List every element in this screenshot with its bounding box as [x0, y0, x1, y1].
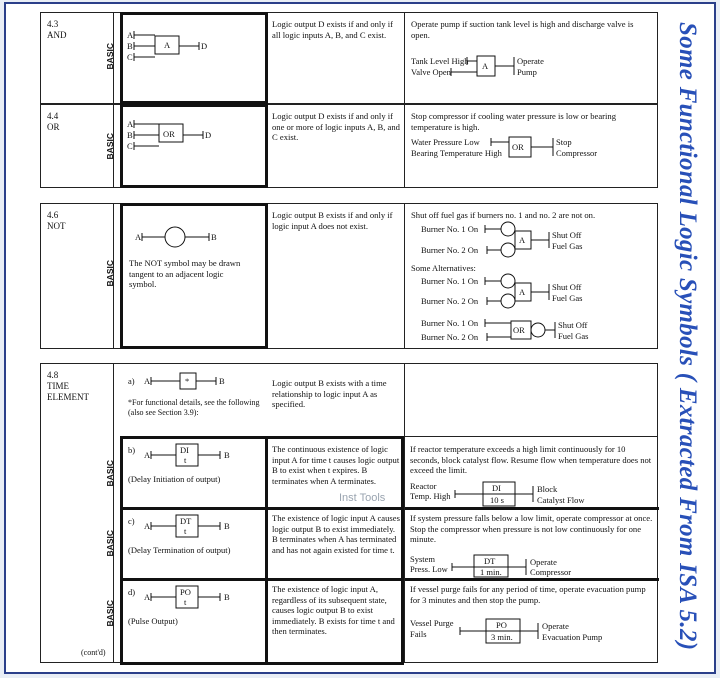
time-symbol: PO [180, 587, 191, 597]
time-a-note: *For functional details, see the following (also see Section 3.9): [128, 398, 260, 417]
section-name: TIME ELEMENT [47, 381, 89, 402]
example-output-1: Operate [530, 557, 557, 567]
or-example-diagram [405, 105, 655, 183]
input-a: A [144, 592, 151, 602]
example-symbol-or: OR [513, 325, 525, 335]
example-symbol-a: A [519, 235, 526, 245]
input-a: A [144, 521, 151, 531]
burner-1-label: Burner No. 1 On [421, 224, 479, 234]
section-number: 4.6 [47, 210, 59, 220]
example-output-1: Block [537, 484, 558, 494]
example-output-2: Evacuation Pump [542, 632, 603, 642]
time-b-caption: (Delay Initiation of output) [128, 474, 221, 484]
section-name: AND [47, 30, 67, 40]
example-input-2: Valve Open [411, 67, 451, 77]
time-symbol: DT [180, 516, 192, 526]
time-b-definition: The continuous existence of logic input A for time t causes logic output B to exist when t expires. B terminates when A terminates. [272, 444, 400, 486]
example-output-1: Stop [556, 137, 572, 147]
basic-label: BASIC [105, 600, 115, 627]
time-t: t [184, 597, 187, 607]
or-section [40, 104, 658, 188]
example-column [404, 13, 657, 103]
time-d-definition: The existence of logic input A, regardless of its subsequent state, causes logic output B to exist immediately. B exists for time t and then terminates. [272, 584, 395, 636]
output-b: B [224, 521, 230, 531]
or-example: Stop compressor if cooling water pressure is low or bearing temperature is high. [411, 111, 617, 132]
divider [404, 364, 405, 436]
example-output-2: Compressor [556, 148, 598, 158]
example-output-2: Catalyst Flow [537, 495, 585, 505]
and-symbol-diagram [123, 15, 265, 101]
output-2: Fuel Gas [552, 293, 583, 303]
not-section [40, 203, 658, 349]
burner-1-label: Burner No. 1 On [421, 318, 479, 328]
example-symbol: OR [512, 142, 524, 152]
time-symbol: * [185, 376, 190, 386]
example-output-1: Operate [542, 621, 569, 631]
output-1: Shut Off [558, 320, 588, 330]
basic-label: BASIC [105, 260, 115, 287]
time-d-caption: (Pulse Output) [128, 616, 178, 626]
not-example: Shut off fuel gas if burners no. 1 and no. 2 are not on. [411, 210, 596, 220]
not-definition: Logic output B exists if and only if logic input A does not exist. [272, 210, 393, 231]
output-1: Shut Off [552, 282, 582, 292]
input-b: B [127, 130, 133, 140]
burner-2-label: Burner No. 2 On [421, 296, 479, 306]
example-symbol: A [482, 61, 489, 71]
input-a: A [127, 119, 134, 129]
number-column [41, 204, 114, 348]
row-label: d) [128, 587, 136, 597]
not-example-diagram [405, 204, 655, 344]
input-a: A [144, 450, 151, 460]
section-number: 4.8 [47, 370, 59, 380]
example-input-2: Temp. High [410, 491, 451, 501]
output-b: B [224, 450, 230, 460]
number-column [41, 364, 114, 662]
output-b: B [211, 232, 217, 242]
output-b: B [219, 376, 225, 386]
example-time: 10 s [490, 495, 504, 505]
watermark: Inst Tools [339, 492, 386, 504]
number-column [41, 105, 114, 187]
time-row-c [120, 507, 659, 578]
time-row-b [120, 436, 659, 507]
example-input-1: Tank Level High [411, 56, 469, 66]
basic-label: BASIC [105, 43, 115, 70]
definition-column [268, 13, 402, 103]
time-row-a [120, 364, 659, 436]
and-example-diagram [405, 13, 655, 99]
section-name: NOT [47, 221, 66, 231]
not-symbol-box [120, 203, 268, 349]
time-a-definition: Logic output B exists with a time relationship to logic input A as specified. [272, 378, 387, 409]
or-symbol-diagram [123, 107, 265, 185]
input-c: C [127, 141, 133, 151]
row-label: b) [128, 445, 136, 455]
definition-column [268, 105, 402, 187]
example-output-1: Operate [517, 56, 544, 66]
example-input-2: Bearing Temperature High [411, 148, 502, 158]
burner-2-label: Burner No. 2 On [421, 332, 479, 342]
or-symbol-box [120, 104, 268, 188]
basic-label: BASIC [105, 133, 115, 160]
time-d-example: If vessel purge fails for any period of time, operate evacuation pump for 3 minutes and then stop the pump. [410, 584, 646, 605]
example-input-1: Reactor [410, 481, 437, 491]
example-column [404, 204, 657, 348]
or-symbol: OR [163, 129, 175, 139]
time-c-example: If system pressure falls below a low limit, operate compressor at once. Stop the compressor when pressure is not low continuously for one minute. [410, 513, 653, 544]
continued-label: (cont'd) [81, 648, 106, 657]
example-output-2: Pump [517, 67, 537, 77]
example-column [404, 105, 657, 187]
output-1: Shut Off [552, 230, 582, 240]
input-a: A [127, 30, 134, 40]
example-input-1: Water Pressure Low [411, 137, 480, 147]
section-name: OR [47, 122, 60, 132]
input-a: A [144, 376, 151, 386]
and-section [40, 12, 658, 104]
time-c-definition: The existence of logic input A causes logic output B to exist immediately. B terminates when A has terminated and has not again existed for time t. [272, 513, 400, 555]
row-label: c) [128, 516, 135, 526]
basic-label: BASIC [105, 530, 115, 557]
output-d: D [201, 41, 208, 51]
example-input-2: Press. Low [410, 564, 448, 574]
time-t: t [184, 526, 187, 536]
example-symbol: DI [492, 483, 501, 493]
row-label: a) [128, 376, 135, 386]
input-a: A [135, 232, 142, 242]
not-note: The NOT symbol may be drawn tangent to an adjacent logic symbol. [129, 258, 241, 289]
output-b: B [224, 592, 230, 602]
and-example: Operate pump if suction tank level is high and discharge valve is open. [411, 19, 634, 40]
input-b: B [127, 41, 133, 51]
example-symbol: PO [496, 620, 507, 630]
time-b-example: If reactor temperature exceeds a high limit continuously for 10 seconds, block catalyst flow. Resume flow when temperature does not exceed the limit. [410, 444, 652, 475]
output-2: Fuel Gas [558, 331, 589, 341]
time-c-caption: (Delay Termination of output) [128, 545, 231, 555]
time-symbol: DI [180, 445, 189, 455]
basic-label: BASIC [105, 460, 115, 487]
time-element-section [40, 363, 658, 663]
and-symbol-box [120, 12, 268, 104]
section-number: 4.4 [47, 111, 59, 121]
example-output-2: Compressor [530, 567, 572, 577]
section-number: 4.3 [47, 19, 59, 29]
input-c: C [127, 52, 133, 62]
example-input-2: Fails [410, 629, 427, 639]
burner-1-label: Burner No. 1 On [421, 276, 479, 286]
side-title: Some Functional Logic Symbols ( Extracted From ISA 5.2) [674, 21, 701, 651]
output-2: Fuel Gas [552, 241, 583, 251]
example-time: 1 min. [480, 567, 502, 577]
example-symbol: DT [484, 556, 496, 566]
and-definition: Logic output D exists if and only if all logic inputs A, B, and C exist. [272, 19, 394, 40]
time-t: t [184, 455, 187, 465]
alternatives-label: Some Alternatives: [411, 263, 476, 273]
time-row-d [120, 578, 659, 664]
example-symbol-a: A [519, 287, 526, 297]
output-d: D [205, 130, 212, 140]
and-symbol: A [164, 40, 171, 50]
example-input-1: Vessel Purge [410, 618, 454, 628]
example-input-1: System [410, 554, 436, 564]
number-column [41, 13, 114, 103]
or-definition: Logic output D exists if and only if one or more of logic inputs A, B, and C exist. [272, 111, 400, 142]
example-time: 3 min. [491, 632, 513, 642]
definition-column [268, 204, 402, 348]
burner-2-label: Burner No. 2 On [421, 245, 479, 255]
